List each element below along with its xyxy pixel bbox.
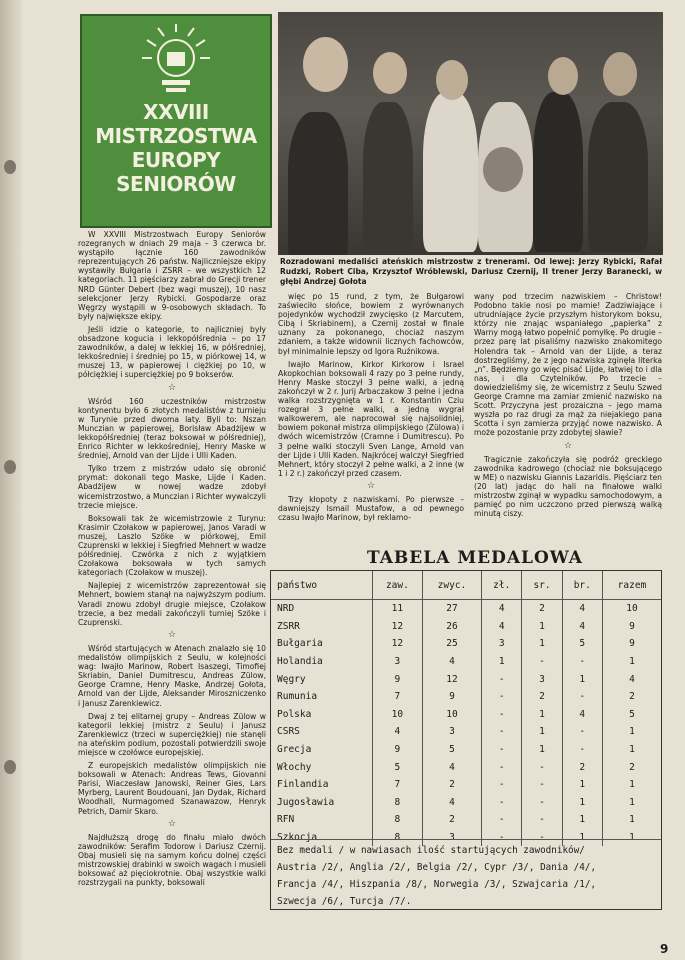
value-cell: 9 [373,741,423,759]
value-cell: 4 [602,670,661,688]
column-header: państwo [271,571,373,600]
value-cell: - [522,776,562,794]
photo-person [588,102,648,252]
value-cell: 2 [422,776,481,794]
photo-person [288,112,348,255]
table-row [271,618,661,636]
country-cell: Jugosławia [277,796,335,808]
star-separator-icon: ☆ [167,382,177,393]
page-binding [0,0,22,960]
value-cell: 4 [373,723,423,741]
photo-person [548,57,578,95]
paragraph: więc po 15 rund, z tym, że Bułgarowi zaświeciło słońce, bowiem z wyrównanych pojedynków wychodził zwycięsko (z Marcutem, Cibą i Skriabinem), a Czernij został w finale uznany za pokonanego, chociaż naszym zdaniem, a także widownii licznych fachowców, był minimalnie lepszy od Igora Ruźnikowa. [278,292,464,356]
value-cell: - [522,811,562,829]
table-row [271,741,661,759]
paragraph: Trzy kłopoty z nazwiskami. Po pierwsze – dawniejszy Ismail Mustafow, a od pewnego czasu Iwajło Marinow, był reklamo- [278,494,464,523]
value-cell: 2 [522,688,562,706]
value-cell: - [482,794,522,812]
value-cell: 1 [602,653,661,671]
value-cell: - [482,776,522,794]
value-cell: 10 [373,706,423,724]
value-cell: 2 [422,811,481,829]
value-cell: 1 [522,706,562,724]
table-row [271,706,661,724]
value-cell: - [562,653,602,671]
article-column-1 [78,230,266,935]
value-cell: 4 [562,600,602,618]
country-cell: CSRS [277,726,300,738]
country-cell: Rumunia [277,691,318,703]
value-cell: 1 [562,794,602,812]
value-cell: - [482,688,522,706]
value-cell: 2 [602,688,661,706]
country-cell: Polska [277,708,312,720]
paragraph: Z europejskich medalistów olimpijskich nie boksowali w Atenach: Andreas Tews, Giovanni Parisi, Wiaczesław Janowski, Reiner Gies, Lars Myrberg, Laurent Boudouani, Jan Dydak, Richard Woodhall, Nurmagomed Szanawazow, Henryk Petrich, Damir Skaro. [78,761,266,816]
value-cell: - [522,794,562,812]
value-cell: 1 [602,741,661,759]
paragraph: Najdłuższą drogę do finału miało dwóch zawodników: Serafim Todorow i Dariusz Czernij. Obaj musieli się na samym końcu dolnej części mistrzowskiej drabinki w swoich wagach i musieli boksować aż pięciokrotnie. Obaj wszystkie walki rozstrzygali na punkty, boksowali [78,832,266,888]
paragraph: wany pod trzecim nazwiskiem – Christow! Podobno takie nosi po mamie! Zadziwiające i utrudniające życie przyszłym historykom boksu, którzy nie znając wspaniałego „papierka” z Warny mogą łatwo popełnić pomyłkę. Po drugie – przez parę lat pisaliśmy nazwisko znakomitego Holendra tak – Arnold van der Lijde, a teraz dostrzegliśmy, że z jego nazwiska zginęła literka „n”. Będziemy go więc pisać Lijde, łatwiej to i dla nas, i dla Czytelników. Po trzecie – dowiedzieliśmy się, że wicemistrz z Seulu Szwed George Cramne ma zamiar zmienić nazwisko na Scott. Przyczyna jest prozaiczna – jego mama wyszła po raz drugi za mąż za niejakiego pana Scotta i syn zamierza przyjąć nowe nazwisko. A może pozostanie przy zdobytej sławie? [474,292,662,438]
value-cell: 1 [602,811,661,829]
value-cell: 7 [373,776,423,794]
value-cell: 3 [522,670,562,688]
medal-table-grid [271,571,661,846]
value-cell: - [482,723,522,741]
paragraph: Wśród startujących w Atenach znalazło się 10 medalistów olimpijskich z Seulu, w kolejności wag: Iwajło Marinow, Robert Isaszegi, Timofiej Skriabin, Daniel Dumitrescu, Andreas Zülow, George Cramne, Henry Maske, Andrzej Gołota, Arnold van der Lijde, Aleksander Miroszniczenko i Janusz Zarenkiewicz. [78,643,266,708]
value-cell: 9 [373,670,423,688]
table-row [271,811,661,829]
star-separator-icon: ☆ [167,629,177,640]
paragraph: Dwaj z tej elitarnej grupy – Andreas Zülow w kategorii lekkiej (mistrz z Seulu) i Janusz Zarenkiewicz (trzeci w superciężkiej) nie stanęli na ateńskim podium, pozostali potwierdzili swoje miejsce w czołówce europejskiej. [78,711,266,757]
paragraph: Tylko trzem z mistrzów udało się obronić prymat: dokonali tego Maske, Lijde i Kaden. Abadżijew w nowej wadze zdobył wicemistrzostwo, a Munczian i Richter wywalczyli trzecie miejsce. [78,464,266,510]
value-cell: - [482,741,522,759]
value-cell: 4 [422,794,481,812]
table-row [271,776,661,794]
photo-person [533,92,583,252]
photo-person [603,52,637,96]
paragraph: Iwajło Marinow, Kirkor Kirkorow i Israel Akopkochian boksowali 4 razy po 3 pełne rundy, Henry Maske stoczył 3 pełne walki, a jedną zakończył w 2 r. Jurij Arbaczakow 3 pełne i jedna walka rozstrzygnięta w 1 r. Konstantin Cziu rozegrał 3 pełne walki, a jedną wygrał walkowerem, ale naprocował się najsolidniej, bowiem pokonał mistrza olimpijskiego (Zülowa) i dwóch wicemistrzów (Cramne i Dumitrescu). Po 3 pełne walki stoczyli Sven Lange, Arnold van der Lijde i Ulli Kaden. Najkrócej walczył Siegfried Mehnert, który stoczył 2 pełne walki, a 2 inne (w 1 i 2 r.) zakończył przed czasem. [278,359,464,478]
value-cell: 10 [602,600,661,618]
value-cell: 11 [373,600,423,618]
value-cell: 25 [422,635,481,653]
value-cell: 1 [602,794,661,812]
value-cell: 1 [522,741,562,759]
note-line: Francja /4/, Hiszpania /8/, Norwegia /3/, Szwajcaria /1/, [277,879,597,890]
country-cell: Holandia [277,656,323,668]
value-cell: 4 [562,706,602,724]
medal-table [270,570,662,910]
value-cell: 4 [562,618,602,636]
value-cell: 1 [522,618,562,636]
paragraph: Jeśli idzie o kategorie, to najliczniej były obsadzone kogucia i lekkopółśrednia – po 17 zawodników, a dalej w lekkiej 16, w półśredniej, lekkośredniej i średniej po 15, w piórkowej 14, w muszej 13, w papierowej i ciężkiej po 10, w półciężkiej i superciężkiej po 9 bokserów. [78,324,266,380]
value-cell: - [482,811,522,829]
country-cell: Szkocja [277,832,318,844]
country-cell: Włochy [277,761,312,773]
page-number: 9 [660,942,669,956]
value-cell: - [482,829,522,847]
value-cell: 1 [562,670,602,688]
table-row [271,758,661,776]
value-cell: 1 [562,811,602,829]
value-cell: 3 [373,653,423,671]
value-cell: 1 [522,635,562,653]
table-row [271,600,661,618]
value-cell: - [482,706,522,724]
note-line: Bez medali / w nawiasach ilość startujących zawodników/ [277,845,585,856]
value-cell: - [482,670,522,688]
value-cell: 9 [422,688,481,706]
no-medal-note [271,839,661,912]
photo-person [363,102,413,252]
value-cell: 5 [562,635,602,653]
paragraph: Boksowali tak że wicemistrzowie z Turynu: Krasimir Czołakow w papierowej, Janos Varadi w muszej, Laszlo Szöke w piórkowej, Emil Czuprenski w lekkiej i Siegfried Mehnert w wadze półśredniej. Czwórka z nich z wyjątkiem Czołakowa boksowała w tych samych kategoriach (Czołakow w muszej). [78,513,266,578]
paragraph: W XXVIII Mistrzostwach Europy Seniorów rozegranych w dniach 29 maja – 3 czerwca br. wystąpiło łącznie 160 zawodników reprezentujących 26 państw. Najliczniejsze ekipy wystawiły Bułgaria i ZSRR – we wszystkich 12 kategoriach. 11 pięściarzy zabrał do Grecji trener NRD Günter Debert (bez wagi muszej), 10 nasz selekcjoner Jerzy Rybicki. Gospodarze oraz Węgrzy wystąpili w 9-osobowych składach. To były największe ekipy. [78,230,266,321]
medal-table-title: TABELA MEDALOWA [367,548,583,568]
value-cell: 1 [562,829,602,847]
column-header: razem [602,571,661,600]
photo-person [423,92,478,252]
value-cell: 5 [373,758,423,776]
value-cell: 3 [482,635,522,653]
value-cell: 2 [562,758,602,776]
paragraph: Wśród 160 uczestników mistrzostw kontynentu było 6 złotych medalistów z turnieju w Turynie przed dwoma laty. Byli to: Nszan Munczian w papierowej, Borisław Abadżijew w lekkopółśredniej (teraz boksował w półśredniej), Enrico Richter w lekkośredniej, Henry Maske w średniej, Arnold van der Lijde i Ulli Kaden. [78,396,266,461]
value-cell: 4 [422,653,481,671]
table-row [271,653,661,671]
value-cell: 5 [422,741,481,759]
country-cell: Węgry [277,673,306,685]
column-header: zwyc. [422,571,481,600]
value-cell: 26 [422,618,481,636]
value-cell: - [562,688,602,706]
value-cell: - [562,723,602,741]
title-line: EUROPY [131,148,221,172]
value-cell: 1 [602,776,661,794]
star-separator-icon: ☆ [563,440,573,451]
value-cell: 4 [422,758,481,776]
country-cell: NRD [277,603,295,615]
championship-logo-icon [138,22,214,98]
value-cell: 8 [373,829,423,847]
value-cell: 2 [602,758,661,776]
value-cell: 27 [422,600,481,618]
column-header: br. [562,571,602,600]
value-cell: - [522,829,562,847]
value-cell: - [522,758,562,776]
photo-person [373,52,407,94]
title-line: SENIORÓW [116,172,236,196]
photo-person [436,60,468,100]
table-row [271,670,661,688]
value-cell: 9 [602,618,661,636]
table-row [271,723,661,741]
value-cell: 2 [522,600,562,618]
value-cell: 5 [602,706,661,724]
star-separator-icon: ☆ [366,480,376,491]
article-column-2 [278,292,464,544]
trophy-icon [483,147,523,192]
binding-hole [4,160,16,174]
country-cell: Grecja [277,744,312,756]
value-cell: 1 [602,723,661,741]
title-line: XXVIII [143,100,209,124]
note-line: Austria /2/, Anglia /2/, Belgia /2/, Cypr /3/, Dania /4/, [277,862,597,873]
column-header: zł. [482,571,522,600]
header-box [80,14,272,228]
value-cell: 9 [602,635,661,653]
table-row [271,635,661,653]
table-row [271,688,661,706]
table-row [271,794,661,812]
binding-hole [4,760,16,774]
paragraph: Najlepiej z wicemistrzów zaprezentował się Mehnert, bowiem stanął na najwyższym podium. Varadi znowu zdobył drugie miejsce, Czołakow trzecie, a bez medali zakończyli turniej Szöke i Czuprenski. [78,581,266,627]
value-cell: 1 [602,829,661,847]
country-cell: Bułgaria [277,638,323,650]
value-cell: 8 [373,811,423,829]
value-cell: 1 [482,653,522,671]
paragraph: Tragicznie zakończyła się podróż greckiego zawodnika kadrowego (chociaż nie boksującego w ME) o nazwisku Giannis Lazaridis. Pięściarz ten (20 lat) jadąc do hali na finałowe walki mistrzostw zginął w wypadku samochodowym, a pamięć po nim uczczono przed pierwszą walką minutą ciszy. [474,454,662,519]
value-cell: 1 [522,723,562,741]
value-cell: 12 [422,670,481,688]
medal-table-body [271,600,661,847]
photo-caption: Rozradowani medaliści ateńskich mistrzostw z trenerami. Od lewej: Jerzy Rybicki, Rafał Rudzki, Robert Ciba, Krzysztof Wróblewski, Dariusz Czernij, II trener Jerzy Baranecki, w głębi Andrzej Gołota [280,257,662,286]
star-separator-icon: ☆ [167,818,177,829]
value-cell: - [482,758,522,776]
value-cell: 8 [373,794,423,812]
country-cell: ZSRR [277,620,300,632]
column-header: zaw. [373,571,423,600]
note-line: Szwecja /6/, Turcja /7/. [277,896,412,907]
value-cell: 4 [482,618,522,636]
country-cell: RFN [277,814,295,826]
page-title [82,100,270,196]
value-cell: 4 [482,600,522,618]
country-cell: Finlandia [277,779,329,791]
value-cell: 3 [422,829,481,847]
value-cell: 12 [373,635,423,653]
article-column-3 [474,292,662,544]
value-cell: 10 [422,706,481,724]
value-cell: 7 [373,688,423,706]
value-cell: - [562,741,602,759]
column-header: sr. [522,571,562,600]
value-cell: 1 [562,776,602,794]
table-header-row [271,571,661,600]
title-line: MISTRZOSTWA [95,124,257,148]
value-cell: - [522,653,562,671]
value-cell: 12 [373,618,423,636]
team-photo [278,12,663,255]
value-cell: 3 [422,723,481,741]
binding-hole [4,460,16,474]
photo-person [303,37,348,92]
